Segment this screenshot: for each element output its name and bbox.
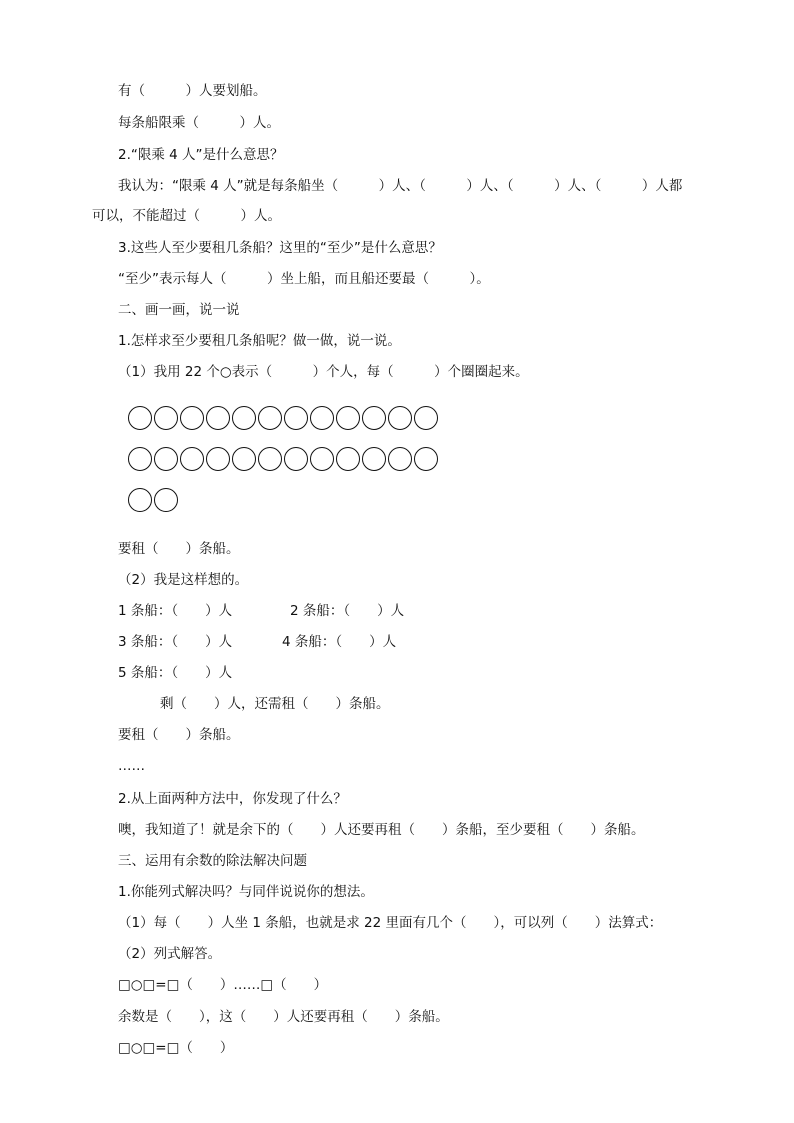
circle-icon: [154, 406, 178, 430]
circle-icon: [336, 447, 360, 471]
line-9: 1.怎样求至少要租几条船呢？做一做，说一说。: [118, 333, 401, 349]
line-24: （2）列式解答。: [118, 946, 222, 962]
line-19: 2.从上面两种方法中，你发现了什么？: [118, 791, 347, 807]
line-3: 2.“限乘 4 人”是什么意思？: [118, 147, 284, 163]
line-13a: 1 条船：（ ）人: [118, 603, 233, 619]
circle-icon: [154, 488, 178, 512]
line-14b: 4 条船：（ ）人: [282, 634, 397, 650]
circle-icon: [388, 447, 412, 471]
circle-icon: [310, 447, 334, 471]
line-5: 可以，不能超过（ ）人。: [92, 208, 281, 224]
line-11: 要租（ ）条船。: [118, 541, 240, 557]
circle-row-3: [128, 488, 178, 512]
circle-icon: [284, 447, 308, 471]
line-16: 剩（ ）人，还需租（ ）条船。: [160, 696, 390, 712]
circle-icon: [258, 447, 282, 471]
circle-row-1: [128, 406, 438, 430]
circle-icon: [362, 447, 386, 471]
line-22: 1.你能列式解决吗？与同伴说说你的想法。: [118, 884, 374, 900]
ellipsis: ……: [118, 758, 145, 774]
line-14a: 3 条船：（ ）人: [118, 634, 233, 650]
circle-icon: [258, 406, 282, 430]
circle-icon: [128, 406, 152, 430]
circle-icon: [232, 406, 256, 430]
line-13b: 2 条船：（ ）人: [290, 603, 405, 619]
section-heading-3: 三、运用有余数的除法解决问题: [118, 853, 307, 869]
circle-icon: [336, 406, 360, 430]
line-6: 3.这些人至少要租几条船？这里的“至少”是什么意思？: [118, 240, 442, 256]
line-4: 我认为：“限乘 4 人”就是每条船坐（ ）人、（ ）人、（ ）人、（ ）人都: [118, 178, 683, 194]
circle-icon: [388, 406, 412, 430]
line-26: 余数是（ ），这（ ）人还要再租（ ）条船。: [118, 1009, 449, 1025]
line-23: （1）每（ ）人坐 1 条船，也就是求 22 里面有几个（ ），可以列（ ）法算式：: [118, 915, 663, 931]
equation-1: □○□=□（ ）……□（ ）: [118, 977, 328, 993]
equation-2: □○□=□（ ）: [118, 1040, 234, 1056]
circle-icon: [284, 406, 308, 430]
circle-icon: [206, 447, 230, 471]
line-15: 5 条船：（ ）人: [118, 665, 233, 681]
circle-row-2: [128, 447, 438, 471]
circle-icon: [180, 447, 204, 471]
line-10: （1）我用 22 个○表示（ ）个人，每（ ）个圈圈起来。: [118, 364, 529, 380]
circle-icon: [414, 406, 438, 430]
circle-icon: [232, 447, 256, 471]
circle-icon: [206, 406, 230, 430]
circle-icon: [154, 447, 178, 471]
line-17: 要租（ ）条船。: [118, 727, 240, 743]
circle-icon: [128, 447, 152, 471]
circle-icon: [180, 406, 204, 430]
line-12: （2）我是这样想的。: [118, 572, 249, 588]
line-1: 有（ ）人要划船。: [118, 83, 267, 99]
circle-icon: [128, 488, 152, 512]
section-heading-2: 二、画一画，说一说: [118, 302, 240, 318]
circle-icon: [310, 406, 334, 430]
line-20: 噢，我知道了！就是余下的（ ）人还要再租（ ）条船，至少要租（ ）条船。: [118, 822, 645, 838]
circle-icon: [414, 447, 438, 471]
line-2: 每条船限乘（ ）人。: [118, 115, 280, 131]
line-7: “至少”表示每人（ ）坐上船，而且船还要最（ ）。: [118, 271, 490, 287]
circle-icon: [362, 406, 386, 430]
